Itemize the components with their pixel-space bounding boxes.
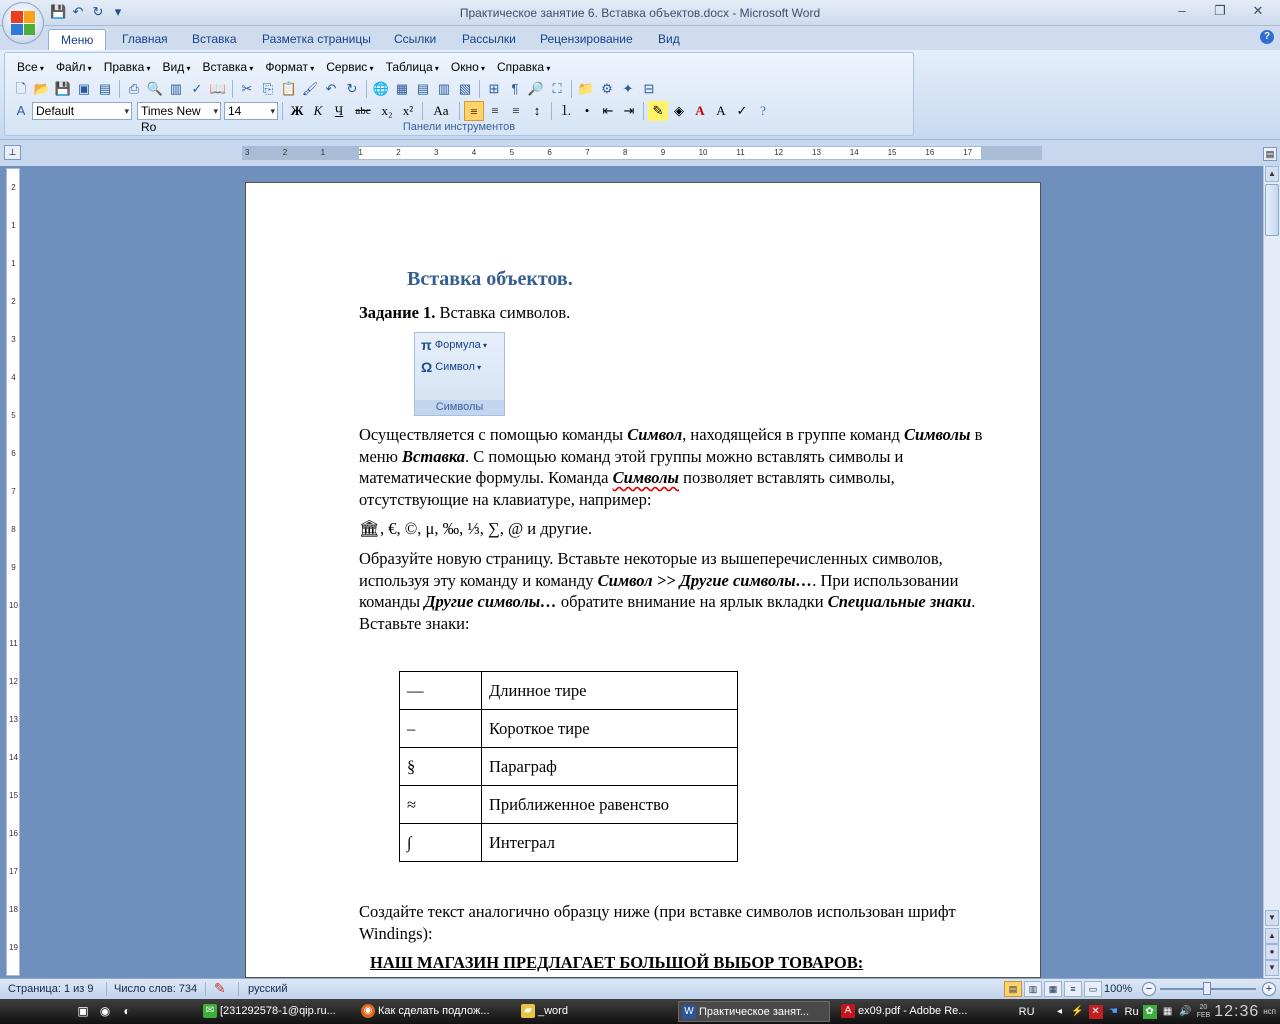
media-icon[interactable]: ◐ <box>123 1004 131 1018</box>
horizontal-ruler[interactable] <box>242 146 1042 160</box>
toolbar-options-icon[interactable]: ⊟ <box>643 81 655 96</box>
language-status[interactable]: русский <box>248 983 288 995</box>
subscript-button[interactable]: x₂ <box>381 103 393 118</box>
web-layout-icon[interactable]: ▦ <box>1044 981 1062 997</box>
tab-review[interactable]: Рецензирование <box>540 32 633 46</box>
print-icon[interactable]: ⎙ <box>128 81 140 96</box>
print-preview-icon[interactable]: 🔍 <box>146 81 164 96</box>
vertical-scrollbar[interactable] <box>1263 166 1280 978</box>
p2-text-c: . При использовании команды <box>359 570 959 611</box>
task-folder[interactable] <box>518 1001 670 1022</box>
vruler-number: 10 <box>9 601 18 610</box>
menu-insert[interactable]: Вставка ▾ <box>196 59 259 75</box>
task1-paragraph <box>359 302 989 324</box>
task-word[interactable] <box>678 1001 830 1022</box>
pi-icon: π <box>421 337 432 353</box>
word-count[interactable]: Число слов: 734 <box>114 983 198 995</box>
zoom-out-icon[interactable]: − <box>1142 982 1156 996</box>
ruler-number: 2 <box>396 148 401 157</box>
bold-button[interactable]: Ж <box>290 103 304 118</box>
pdf-icon: A <box>841 1004 855 1018</box>
ruler-number: 4 <box>471 148 477 157</box>
symbol-button <box>421 359 481 375</box>
highlight-icon[interactable]: ✎ <box>648 101 668 121</box>
vruler-number: 19 <box>9 943 18 952</box>
status-separator <box>205 982 206 996</box>
vruler-number: 16 <box>9 829 18 838</box>
customize-qat-icon[interactable]: ▾ <box>114 4 122 19</box>
superscript-button[interactable]: x² <box>402 103 414 118</box>
tab-page-layout[interactable]: Разметка страницы <box>262 32 371 46</box>
menu-help[interactable]: Справка ▾ <box>491 59 556 75</box>
document-heading: Вставка объектов. <box>407 268 573 290</box>
vruler-number: 2 <box>11 183 16 192</box>
ruler-number: 6 <box>547 148 552 157</box>
symbols-table <box>399 671 738 862</box>
table-row <box>400 748 738 786</box>
ruler-number: 11 <box>736 148 745 157</box>
p2-text-a: Образуйте новую страницу. Вставьте некоторые из вышеперечисленных символов, используя эту команду и команду <box>359 549 943 590</box>
panels-label: Панели инструментов <box>402 121 516 133</box>
cut-icon[interactable]: ✂ <box>241 81 253 96</box>
table-cell-symbol: – <box>400 710 482 748</box>
task-label: [231292578-1@qip.ru... <box>220 1005 336 1017</box>
vruler-number: 1 <box>11 259 16 268</box>
scroll-thumb[interactable] <box>1265 184 1279 236</box>
omega-icon: Ω <box>421 359 433 375</box>
help-icon[interactable]: ? <box>1260 30 1274 44</box>
align-left-icon[interactable]: ≡ <box>464 101 484 121</box>
task-pdf[interactable] <box>838 1001 990 1022</box>
table-cell-name: Параграф <box>482 748 738 786</box>
tab-insert[interactable]: Вставка <box>192 32 237 46</box>
table-cell-symbol: ∫ <box>400 824 482 862</box>
show-desktop-icon[interactable]: ▣ <box>77 1004 89 1018</box>
menu-window[interactable]: Окно ▾ <box>445 59 491 75</box>
tab-mailings[interactable]: Рассылки <box>462 32 516 46</box>
date-month: FEB <box>1196 1011 1211 1019</box>
vruler-number: 17 <box>9 867 18 876</box>
bullets-icon[interactable]: • <box>584 103 590 118</box>
vruler-number: 9 <box>11 563 16 572</box>
p1-text-g: . С помощью команд этой группы можно вставлять символы и математические формулы. Команда <box>359 446 904 487</box>
menu-tools[interactable]: Сервис ▾ <box>320 59 379 75</box>
redo-icon[interactable]: ↻ <box>346 81 358 96</box>
ribbon <box>0 50 1280 140</box>
folder-icon: ▰ <box>521 1004 535 1018</box>
next-page-icon[interactable]: ▼ <box>1265 960 1279 976</box>
ruler-left-margin <box>243 147 359 159</box>
ie-icon[interactable]: ◉ <box>99 1004 111 1018</box>
toolbar-separator <box>479 80 480 98</box>
vruler-number: 12 <box>9 677 18 686</box>
symbols-group-image <box>414 332 505 416</box>
standard-toolbar <box>11 79 659 99</box>
tab-menu[interactable]: Меню <box>48 29 106 50</box>
format-painter-icon[interactable]: 🖌 <box>301 81 319 96</box>
ruler-number: 5 <box>509 148 515 157</box>
p1-text-a: Осуществляется с помощью команды <box>359 425 628 444</box>
shading-icon[interactable]: ◈ <box>674 103 684 118</box>
vruler-number: 8 <box>11 525 16 534</box>
classic-menu-bar <box>11 59 556 75</box>
hyperlink-icon[interactable]: 🌐 <box>372 81 390 96</box>
vruler-number: 2 <box>11 297 16 306</box>
drawing-icon[interactable]: ▧ <box>458 81 472 96</box>
print-layout-icon[interactable]: ▤ <box>1004 981 1022 997</box>
task-label: Как сделать подлож... <box>378 1005 490 1017</box>
p2-text-g: . Вставьте знаки: <box>359 592 976 633</box>
spellcheck-icon[interactable]: ✓ <box>736 103 748 118</box>
vruler-number: 14 <box>9 753 18 762</box>
tray-network-icon[interactable]: ▦ <box>1162 1005 1173 1017</box>
fullscreen-icon[interactable]: ⛶ <box>552 81 562 96</box>
zoom-in-icon[interactable]: + <box>1262 982 1276 996</box>
align-center-icon[interactable]: ≡ <box>491 103 499 118</box>
menu-all[interactable]: Все ▾ <box>11 59 50 75</box>
undo-icon[interactable]: ↶ <box>325 81 337 96</box>
save-icon[interactable]: 💾 <box>50 4 67 19</box>
undo-icon[interactable]: ↶ <box>72 4 84 19</box>
folder-icon[interactable]: 📁 <box>577 81 595 96</box>
ruler-number: 2 <box>282 148 288 157</box>
minimize-icon[interactable]: – <box>1178 3 1186 18</box>
clock-suffix: нсп <box>1263 1007 1276 1016</box>
system-tray <box>1019 999 1280 1024</box>
office-button[interactable] <box>2 2 44 44</box>
tray-arrow-icon[interactable]: ◂ <box>1057 1005 1063 1017</box>
p1-symbols-group: Символы <box>904 425 971 444</box>
ruler-number: 14 <box>849 148 859 157</box>
view-ruler-icon[interactable]: ▤ <box>1263 147 1277 161</box>
toolbar-separator <box>422 102 423 120</box>
vruler-number: 5 <box>11 411 16 420</box>
tray-ru-text[interactable]: Ru <box>1124 1005 1139 1018</box>
zoom-slider-thumb[interactable] <box>1203 982 1211 995</box>
vruler-number: 3 <box>11 335 16 344</box>
new-document-icon[interactable]: 🗋 <box>15 81 27 96</box>
line-spacing-icon[interactable]: ↕ <box>533 103 541 118</box>
font-size-select[interactable]: 14 ▾ <box>224 102 278 120</box>
ruler-number: 1 <box>358 148 363 157</box>
paragraph-3: Создайте текст аналогично образцу ниже (при вставке символов использован шрифт Windings): <box>359 902 956 943</box>
spelling-icon[interactable]: ✓ <box>191 81 203 96</box>
table-row <box>400 710 738 748</box>
shop-heading: НАШ МАГАЗИН ПРЕДЛАГАЕТ БОЛЬШОЙ ВЫБОР ТОВАРОВ: <box>370 953 864 972</box>
vruler-number: 1 <box>11 221 16 230</box>
menu-file[interactable]: Файл ▾ <box>50 59 98 75</box>
status-separator <box>238 982 239 996</box>
underline-button[interactable]: Ч <box>334 103 344 118</box>
toolbar-separator <box>119 80 120 98</box>
strikethrough-button[interactable]: abc <box>355 105 371 117</box>
toolbar-separator <box>551 102 552 120</box>
ruler-row <box>0 140 1280 166</box>
insert-table-icon[interactable]: ▤ <box>416 81 430 96</box>
font-select[interactable]: Times New Ro ▾ <box>137 102 221 120</box>
prev-page-icon[interactable]: ▲ <box>1265 928 1279 944</box>
tab-view[interactable]: Вид <box>658 32 680 46</box>
date-day: 20 <box>1199 1003 1208 1011</box>
status-bar <box>0 978 1280 999</box>
toolbar-separator <box>571 80 572 98</box>
tray-bolt-icon[interactable]: ⚡ <box>1071 1005 1084 1017</box>
symbol-label: Символ ▾ <box>435 361 481 373</box>
vruler-number: 7 <box>11 487 16 496</box>
vruler-number: 18 <box>9 905 18 914</box>
ruler-number: 15 <box>887 148 897 157</box>
ruler-number: 10 <box>698 148 708 157</box>
help-icon[interactable]: ? <box>760 103 766 118</box>
tray-volume-icon[interactable]: 🔊 <box>1179 1005 1192 1017</box>
toolbar-separator <box>643 102 644 120</box>
table-row <box>400 786 738 824</box>
p2-symbol-more: Символ >> Другие символы… <box>597 570 813 590</box>
table-cell-name: Интеграл <box>482 824 738 862</box>
vruler-number: 4 <box>11 373 16 382</box>
styles-pane-icon[interactable]: A <box>16 103 26 118</box>
vruler-number: 13 <box>9 715 18 724</box>
tab-selector-icon[interactable]: ⊥ <box>4 145 21 160</box>
tab-references[interactable]: Ссылки <box>394 32 437 46</box>
full-reading-icon[interactable]: ▥ <box>1024 981 1042 997</box>
task1-text: Вставка символов. <box>435 303 571 322</box>
task-firefox[interactable] <box>358 1001 510 1022</box>
toolbar-separator <box>232 80 233 98</box>
theme-icon[interactable]: ✦ <box>622 81 634 96</box>
formula-button <box>421 337 487 353</box>
status-separator <box>106 982 107 996</box>
qip-icon: ✉ <box>203 1004 217 1018</box>
ribbon-tabs <box>0 26 1280 50</box>
paragraph-1 <box>359 424 989 510</box>
p1-text-e: в меню <box>359 425 983 466</box>
permission-icon[interactable]: ▣ <box>77 81 91 96</box>
align-right-icon[interactable]: ≡ <box>512 103 520 118</box>
formula-label: Формула ▾ <box>435 339 487 351</box>
ruler-number: 3 <box>245 148 250 157</box>
tray-hand-icon[interactable]: ☚ <box>1109 1005 1118 1017</box>
italic-button[interactable]: К <box>313 103 323 118</box>
ruler-number: 7 <box>585 148 590 157</box>
research-icon[interactable]: 📖 <box>209 81 227 96</box>
table-row <box>400 672 738 710</box>
zoom-level[interactable]: 100% <box>1104 983 1133 995</box>
tray-date <box>1197 1004 1211 1020</box>
toolbar-separator <box>282 102 283 120</box>
outline-icon[interactable]: ≡ <box>1064 981 1082 997</box>
table-cell-name: Короткое тире <box>482 710 738 748</box>
vruler-number: 6 <box>11 449 16 458</box>
browse-object-icon[interactable]: ● <box>1265 944 1279 960</box>
open-icon[interactable]: 📂 <box>33 81 51 96</box>
numbering-icon[interactable]: ⒈ <box>559 103 573 118</box>
ruler-right-margin <box>981 147 1041 159</box>
task-label: ex09.pdf - Adobe Re... <box>858 1005 968 1017</box>
spelling-status-icon[interactable]: ✎ <box>214 980 226 996</box>
page-count[interactable]: Страница: 1 из 9 <box>8 983 94 995</box>
symbols-example-line: 🏛, €, ©, μ, ‰, ⅓, ∑, @ и другие. <box>359 519 592 538</box>
columns-icon[interactable]: ▥ <box>437 81 451 96</box>
styles-icon[interactable]: ⚙ <box>601 81 613 96</box>
ruler-number: 17 <box>963 148 973 157</box>
office-logo-icon <box>11 11 35 35</box>
ruler-number: 8 <box>623 148 628 157</box>
toolbar-separator <box>459 102 460 120</box>
ruler-number: 13 <box>812 148 821 157</box>
ruler-number: 9 <box>660 148 666 157</box>
toolbars-panel <box>4 52 914 136</box>
draft-icon[interactable]: ▭ <box>1084 981 1102 997</box>
table-row <box>400 824 738 862</box>
page-view-icon[interactable]: ▥ <box>169 81 183 96</box>
toolbar-separator <box>366 80 367 98</box>
document-map-icon[interactable]: ⊞ <box>488 81 500 96</box>
style-select[interactable]: Default ▾ <box>32 102 132 120</box>
decrease-indent-icon[interactable]: ⇤ <box>602 103 614 118</box>
table-cell-symbol: § <box>400 748 482 786</box>
p1-insert-menu: Вставка <box>402 446 466 466</box>
window-title: Практическое занятие 6. Вставка объектов.docx - Microsoft Word <box>459 6 821 20</box>
scroll-down-icon[interactable]: ▼ <box>1265 910 1279 926</box>
table-cell-name: Приближенное равенство <box>482 786 738 824</box>
copy-icon[interactable]: ⎘ <box>262 81 274 96</box>
pdf-export-icon[interactable]: ▤ <box>98 81 112 96</box>
paste-icon[interactable]: 📋 <box>280 81 298 96</box>
save-icon[interactable]: 💾 <box>54 81 72 96</box>
tray-qip-icon[interactable]: ✿ <box>1143 1005 1157 1019</box>
firefox-icon: ◉ <box>361 1004 375 1018</box>
redo-icon[interactable]: ↻ <box>92 4 104 19</box>
table-cell-symbol: — <box>400 672 482 710</box>
p2-text-e: обратите внимание на ярлык вкладки <box>556 592 828 611</box>
symbols-group-caption: Символы <box>415 400 504 415</box>
p1-text-i: позволяет вставлять символы, отсутствующие на клавиатуре, например: <box>359 468 895 509</box>
table-cell-name: Длинное тире <box>482 672 738 710</box>
vruler-number: 15 <box>9 791 18 800</box>
increase-indent-icon[interactable]: ⇥ <box>623 103 635 118</box>
p2-more-symbols: Другие символы… <box>424 592 557 611</box>
task1-label: Задание 1. <box>359 303 436 322</box>
table-cell-symbol: ≈ <box>400 786 482 824</box>
table-icon[interactable]: ▦ <box>395 81 409 96</box>
ruler-number: 16 <box>925 148 935 157</box>
ruler-number: 1 <box>320 148 326 157</box>
p2-special-chars: Специальные знаки <box>827 592 972 611</box>
grow-font-icon[interactable]: A <box>716 103 726 118</box>
clock[interactable]: 12:36 <box>1214 1002 1260 1020</box>
show-formatting-icon[interactable]: ¶ <box>511 81 519 96</box>
change-case-button[interactable]: Aa <box>433 103 449 118</box>
restore-icon[interactable]: ❐ <box>1214 3 1226 18</box>
menu-table[interactable]: Таблица ▾ <box>380 59 445 75</box>
tab-home[interactable]: Главная <box>122 32 168 46</box>
vertical-ruler[interactable] <box>6 168 20 976</box>
menu-view[interactable]: Вид ▾ <box>157 59 197 75</box>
font-color-icon[interactable]: A <box>695 103 705 118</box>
scroll-up-icon[interactable]: ▲ <box>1265 166 1279 182</box>
p1-symbol-cmd: Символ <box>627 425 683 444</box>
taskbar <box>0 999 1280 1024</box>
paragraph-2 <box>359 548 989 634</box>
ruler-number: 12 <box>774 148 784 157</box>
menu-edit[interactable]: Правка ▾ <box>98 59 157 75</box>
keyboard-language[interactable]: RU <box>1018 1005 1035 1018</box>
task-qip[interactable] <box>200 1001 352 1022</box>
tray-x-icon[interactable]: ✕ <box>1089 1005 1103 1019</box>
task-label: _word <box>538 1005 568 1017</box>
zoom-icon[interactable]: 🔎 <box>527 81 545 96</box>
vruler-number: 11 <box>9 639 18 648</box>
ruler-number: 3 <box>434 148 439 157</box>
title-bar <box>0 0 1280 26</box>
menu-format[interactable]: Формат ▾ <box>259 59 320 75</box>
p1-symbols-cmd: Символы <box>612 468 680 487</box>
p1-text-c: , находящейся в группе команд <box>682 425 905 444</box>
close-icon[interactable]: ✕ <box>1252 3 1264 18</box>
word-icon: W <box>682 1005 696 1019</box>
task-label: Практическое занят... <box>699 1006 810 1018</box>
